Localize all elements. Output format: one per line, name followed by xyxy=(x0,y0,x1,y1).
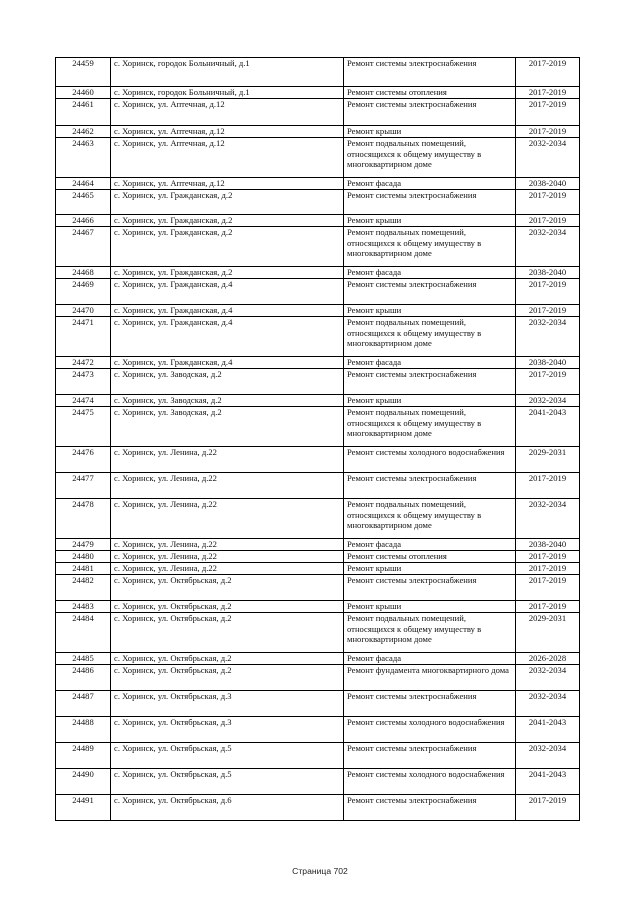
table-row xyxy=(56,138,580,178)
work-type-cell: Ремонт фасада xyxy=(344,178,516,190)
address-cell: с. Хоринск, ул. Ленина, д.22 xyxy=(111,499,344,539)
table-row xyxy=(56,407,580,447)
work-type-cell: Ремонт системы электроснабжения xyxy=(344,369,516,395)
address-cell: с. Хоринск, ул. Гражданская, д.4 xyxy=(111,305,344,317)
row-id: 24473 xyxy=(56,369,111,395)
row-id: 24491 xyxy=(56,795,111,821)
work-type-cell: Ремонт крыши xyxy=(344,305,516,317)
table-row xyxy=(56,227,580,267)
row-id: 24471 xyxy=(56,317,111,357)
period-cell: 2017-2019 xyxy=(516,58,580,87)
table-row xyxy=(56,305,580,317)
table-row xyxy=(56,539,580,551)
period-cell: 2032-2034 xyxy=(516,317,580,357)
address-cell: с. Хоринск, ул. Гражданская, д.2 xyxy=(111,215,344,227)
period-cell: 2038-2040 xyxy=(516,178,580,190)
table-row xyxy=(56,279,580,305)
row-id: 24485 xyxy=(56,653,111,665)
address-cell: с. Хоринск, ул. Аптечная, д.12 xyxy=(111,138,344,178)
period-cell: 2017-2019 xyxy=(516,99,580,126)
row-id: 24480 xyxy=(56,551,111,563)
row-id: 24462 xyxy=(56,126,111,138)
address-cell: с. Хоринск, ул. Ленина, д.22 xyxy=(111,551,344,563)
row-id: 24477 xyxy=(56,473,111,499)
row-id: 24482 xyxy=(56,575,111,601)
period-cell: 2041-2043 xyxy=(516,407,580,447)
address-cell: с. Хоринск, ул. Октябрьская, д.2 xyxy=(111,613,344,653)
address-cell: с. Хоринск, ул. Гражданская, д.2 xyxy=(111,267,344,279)
row-id: 24461 xyxy=(56,99,111,126)
table-row xyxy=(56,178,580,190)
address-cell: с. Хоринск, ул. Гражданская, д.2 xyxy=(111,190,344,215)
period-cell: 2017-2019 xyxy=(516,473,580,499)
period-cell: 2017-2019 xyxy=(516,369,580,395)
work-type-cell: Ремонт подвальных помещений, относящихся к общему имуществу в многоквартирном доме xyxy=(344,138,516,178)
period-cell: 2026-2028 xyxy=(516,653,580,665)
work-type-cell: Ремонт крыши xyxy=(344,215,516,227)
table-row xyxy=(56,551,580,563)
table-row xyxy=(56,795,580,821)
work-type-cell: Ремонт подвальных помещений, относящихся к общему имуществу в многоквартирном доме xyxy=(344,317,516,357)
row-id: 24460 xyxy=(56,87,111,99)
table-row xyxy=(56,575,580,601)
row-id: 24479 xyxy=(56,539,111,551)
table-row xyxy=(56,87,580,99)
table-row xyxy=(56,601,580,613)
document-page xyxy=(55,57,579,821)
work-type-cell: Ремонт фасада xyxy=(344,357,516,369)
row-id: 24466 xyxy=(56,215,111,227)
page-number: Страница 702 xyxy=(292,866,348,876)
period-cell: 2017-2019 xyxy=(516,190,580,215)
work-type-cell: Ремонт системы электроснабжения xyxy=(344,58,516,87)
work-type-cell: Ремонт крыши xyxy=(344,601,516,613)
row-id: 24478 xyxy=(56,499,111,539)
period-cell: 2032-2034 xyxy=(516,691,580,717)
work-type-cell: Ремонт крыши xyxy=(344,395,516,407)
address-cell: с. Хоринск, ул. Гражданская, д.4 xyxy=(111,357,344,369)
work-type-cell: Ремонт системы холодного водоснабжения xyxy=(344,769,516,795)
row-id: 24489 xyxy=(56,743,111,769)
row-id: 24468 xyxy=(56,267,111,279)
work-type-cell: Ремонт системы электроснабжения xyxy=(344,691,516,717)
row-id: 24490 xyxy=(56,769,111,795)
table-row xyxy=(56,317,580,357)
row-id: 24474 xyxy=(56,395,111,407)
table-row xyxy=(56,58,580,87)
period-cell: 2032-2034 xyxy=(516,138,580,178)
address-cell: с. Хоринск, ул. Ленина, д.22 xyxy=(111,447,344,473)
table-row xyxy=(56,743,580,769)
period-cell: 2041-2043 xyxy=(516,717,580,743)
period-cell: 2017-2019 xyxy=(516,215,580,227)
work-type-cell: Ремонт системы электроснабжения xyxy=(344,575,516,601)
row-id: 24475 xyxy=(56,407,111,447)
period-cell: 2017-2019 xyxy=(516,575,580,601)
table-row xyxy=(56,267,580,279)
address-cell: с. Хоринск, ул. Заводская, д.2 xyxy=(111,395,344,407)
address-cell: с. Хоринск, ул. Ленина, д.22 xyxy=(111,563,344,575)
row-id: 24459 xyxy=(56,58,111,87)
address-cell: с. Хоринск, ул. Октябрьская, д.2 xyxy=(111,575,344,601)
period-cell: 2038-2040 xyxy=(516,357,580,369)
address-cell: с. Хоринск, ул. Гражданская, д.4 xyxy=(111,317,344,357)
period-cell: 2017-2019 xyxy=(516,126,580,138)
table-row xyxy=(56,190,580,215)
row-id: 24469 xyxy=(56,279,111,305)
address-cell: с. Хоринск, ул. Октябрьская, д.3 xyxy=(111,691,344,717)
address-cell: с. Хоринск, ул. Октябрьская, д.3 xyxy=(111,717,344,743)
table-row xyxy=(56,215,580,227)
period-cell: 2017-2019 xyxy=(516,87,580,99)
row-id: 24463 xyxy=(56,138,111,178)
period-cell: 2017-2019 xyxy=(516,551,580,563)
work-type-cell: Ремонт фасада xyxy=(344,653,516,665)
period-cell: 2032-2034 xyxy=(516,227,580,267)
row-id: 24472 xyxy=(56,357,111,369)
period-cell: 2032-2034 xyxy=(516,395,580,407)
work-type-cell: Ремонт подвальных помещений, относящихся к общему имуществу в многоквартирном доме xyxy=(344,407,516,447)
address-cell: с. Хоринск, ул. Октябрьская, д.2 xyxy=(111,653,344,665)
table-row xyxy=(56,499,580,539)
address-cell: с. Хоринск, ул. Октябрьская, д.2 xyxy=(111,665,344,691)
table-row xyxy=(56,653,580,665)
period-cell: 2017-2019 xyxy=(516,563,580,575)
address-cell: с. Хоринск, ул. Аптечная, д.12 xyxy=(111,178,344,190)
table-row xyxy=(56,126,580,138)
period-cell: 2017-2019 xyxy=(516,305,580,317)
work-type-cell: Ремонт системы электроснабжения xyxy=(344,743,516,769)
work-type-cell: Ремонт подвальных помещений, относящихся к общему имуществу в многоквартирном доме xyxy=(344,227,516,267)
table-row xyxy=(56,613,580,653)
work-type-cell: Ремонт фундамента многоквартирного дома xyxy=(344,665,516,691)
work-type-cell: Ремонт системы холодного водоснабжения xyxy=(344,717,516,743)
address-cell: с. Хоринск, ул. Заводская, д.2 xyxy=(111,369,344,395)
work-type-cell: Ремонт системы холодного водоснабжения xyxy=(344,447,516,473)
address-cell: с. Хоринск, ул. Аптечная, д.12 xyxy=(111,99,344,126)
period-cell: 2038-2040 xyxy=(516,267,580,279)
period-cell: 2017-2019 xyxy=(516,795,580,821)
table-row xyxy=(56,369,580,395)
row-id: 24467 xyxy=(56,227,111,267)
works-table xyxy=(55,57,580,821)
row-id: 24476 xyxy=(56,447,111,473)
work-type-cell: Ремонт крыши xyxy=(344,126,516,138)
work-type-cell: Ремонт системы электроснабжения xyxy=(344,190,516,215)
period-cell: 2038-2040 xyxy=(516,539,580,551)
period-cell: 2017-2019 xyxy=(516,601,580,613)
address-cell: с. Хоринск, ул. Октябрьская, д.5 xyxy=(111,769,344,795)
table-row xyxy=(56,563,580,575)
table-row xyxy=(56,357,580,369)
row-id: 24488 xyxy=(56,717,111,743)
address-cell: с. Хоринск, ул. Октябрьская, д.5 xyxy=(111,743,344,769)
period-cell: 2032-2034 xyxy=(516,665,580,691)
address-cell: с. Хоринск, городок Больничный, д.1 xyxy=(111,87,344,99)
address-cell: с. Хоринск, ул. Октябрьская, д.2 xyxy=(111,601,344,613)
address-cell: с. Хоринск, ул. Гражданская, д.2 xyxy=(111,227,344,267)
table-body xyxy=(56,58,580,821)
work-type-cell: Ремонт подвальных помещений, относящихся к общему имуществу в многоквартирном доме xyxy=(344,613,516,653)
address-cell: с. Хоринск, ул. Заводская, д.2 xyxy=(111,407,344,447)
period-cell: 2032-2034 xyxy=(516,743,580,769)
work-type-cell: Ремонт системы электроснабжения xyxy=(344,279,516,305)
table-row xyxy=(56,665,580,691)
row-id: 24486 xyxy=(56,665,111,691)
address-cell: с. Хоринск, ул. Ленина, д.22 xyxy=(111,539,344,551)
table-row xyxy=(56,99,580,126)
row-id: 24470 xyxy=(56,305,111,317)
row-id: 24464 xyxy=(56,178,111,190)
table-row xyxy=(56,769,580,795)
work-type-cell: Ремонт системы электроснабжения xyxy=(344,99,516,126)
work-type-cell: Ремонт системы электроснабжения xyxy=(344,795,516,821)
period-cell: 2029-2031 xyxy=(516,447,580,473)
row-id: 24487 xyxy=(56,691,111,717)
address-cell: с. Хоринск, ул. Аптечная, д.12 xyxy=(111,126,344,138)
row-id: 24481 xyxy=(56,563,111,575)
work-type-cell: Ремонт фасада xyxy=(344,539,516,551)
row-id: 24483 xyxy=(56,601,111,613)
work-type-cell: Ремонт системы отопления xyxy=(344,87,516,99)
table-row xyxy=(56,473,580,499)
address-cell: с. Хоринск, ул. Ленина, д.22 xyxy=(111,473,344,499)
table-row xyxy=(56,395,580,407)
period-cell: 2032-2034 xyxy=(516,499,580,539)
table-row xyxy=(56,691,580,717)
address-cell: с. Хоринск, ул. Гражданская, д.4 xyxy=(111,279,344,305)
row-id: 24465 xyxy=(56,190,111,215)
period-cell: 2029-2031 xyxy=(516,613,580,653)
work-type-cell: Ремонт системы электроснабжения xyxy=(344,473,516,499)
address-cell: с. Хоринск, городок Больничный, д.1 xyxy=(111,58,344,87)
period-cell: 2017-2019 xyxy=(516,279,580,305)
work-type-cell: Ремонт фасада xyxy=(344,267,516,279)
work-type-cell: Ремонт системы отопления xyxy=(344,551,516,563)
address-cell: с. Хоринск, ул. Октябрьская, д.6 xyxy=(111,795,344,821)
period-cell: 2041-2043 xyxy=(516,769,580,795)
table-row xyxy=(56,447,580,473)
table-row xyxy=(56,717,580,743)
row-id: 24484 xyxy=(56,613,111,653)
work-type-cell: Ремонт крыши xyxy=(344,563,516,575)
work-type-cell: Ремонт подвальных помещений, относящихся к общему имуществу в многоквартирном доме xyxy=(344,499,516,539)
